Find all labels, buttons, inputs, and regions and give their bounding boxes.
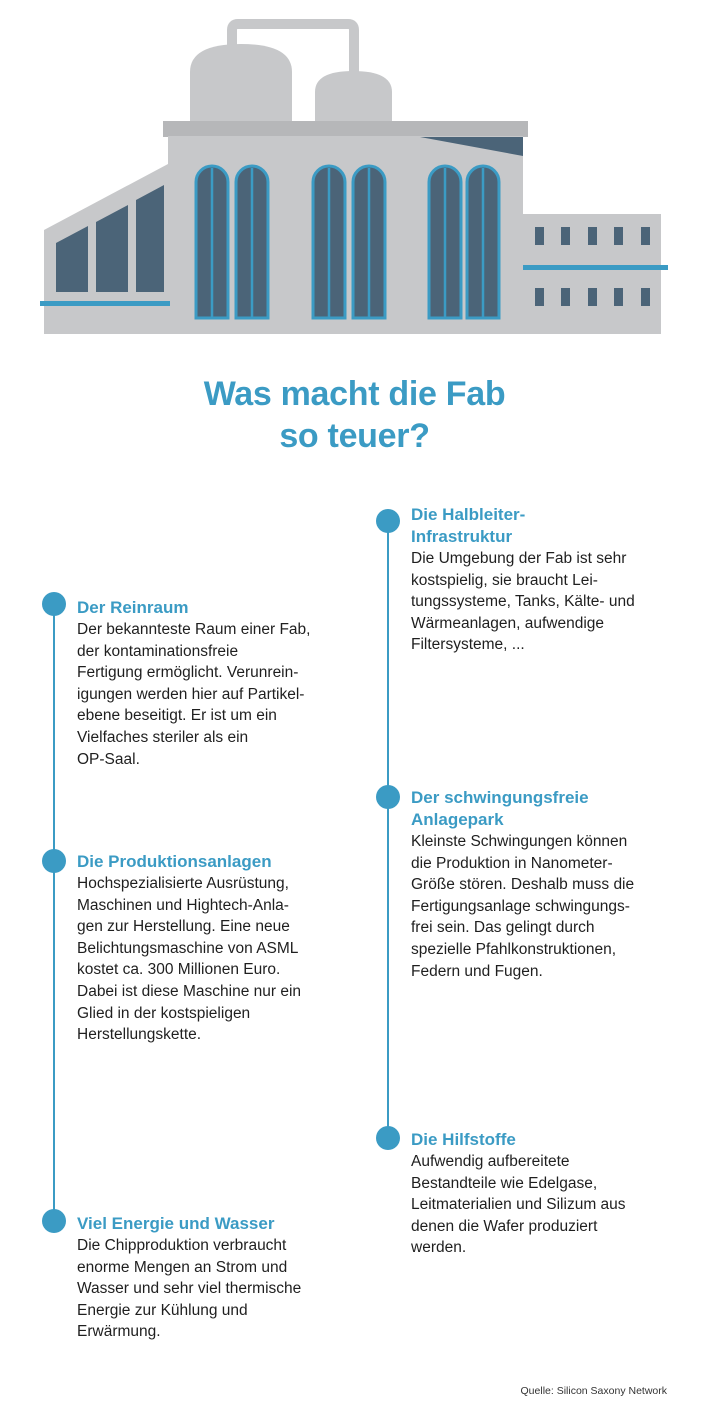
item-text: Die Umgebung der Fab ist sehr kostspielig, sie braucht Lei- tungssysteme, Tanks, Kälte- und Wärmeanlagen, aufwendige Filtersysteme, ... xyxy=(411,550,635,654)
right-timeline-line xyxy=(387,520,389,1138)
item-title: Viel Energie und Wasser xyxy=(77,1214,275,1233)
item-reinraum xyxy=(77,597,345,770)
item-halbleiter-infrastruktur xyxy=(411,504,679,656)
source-note: Quelle: Silicon Saxony Network xyxy=(520,1385,667,1397)
item-text: Die Chipproduktion verbraucht enorme Mengen an Strom und Wasser und sehr viel thermische Energie zur Kühlung und Erwärmung. xyxy=(77,1237,302,1341)
timeline-dot xyxy=(42,1209,66,1233)
item-hilfstoffe xyxy=(411,1129,679,1259)
item-text: Hochspezialisierte Ausrüstung, Maschinen und Hightech-Anla- gen zur Herstellung. Eine neue Belichtungsmaschine von ASML kostet ca. 300 Millionen Euro. Dabei ist diese Maschine nur ein Glied in der kostspieligen Herstellungskette. xyxy=(77,875,302,1044)
left-timeline-line xyxy=(53,603,55,1223)
item-title: Die Produktionsanlagen xyxy=(77,852,272,871)
item-schwingungsfreie-anlagepark xyxy=(411,787,679,982)
timeline-dot xyxy=(42,592,66,616)
item-title: Die Halbleiter- Infrastruktur xyxy=(411,505,526,546)
item-title: Der schwingungsfreie Anlagepark xyxy=(411,788,589,829)
factory-illustration xyxy=(0,0,709,345)
item-title: Die Hilfstoffe xyxy=(411,1130,516,1149)
title-line-1: Was macht die Fab xyxy=(203,375,506,413)
item-text: Der bekannteste Raum einer Fab, der kontaminationsfreie Fertigung ermöglicht. Verunrein- igungen werden hier auf Partikel- ebene beseitigt. Er ist um ein Vielfaches steriler als ein OP-Saal. xyxy=(77,621,311,768)
item-produktionsanlagen xyxy=(77,851,345,1046)
item-energie-wasser xyxy=(77,1213,345,1343)
title-line-2: so teuer? xyxy=(279,417,430,455)
timeline-dot xyxy=(376,785,400,809)
item-title: Der Reinraum xyxy=(77,598,189,617)
timeline-dot xyxy=(376,509,400,533)
item-text: Kleinste Schwingungen können die Produktion in Nanometer- Größe stören. Deshalb muss die Fertigungsanlage schwingungs- frei sein. Das gelingt durch spezielle Pfahlkonstruktionen, Federn und Fugen. xyxy=(411,833,635,980)
item-text: Aufwendig aufbereitete Bestandteile wie Edelgase, Leitmaterialien und Silizum aus denen die Wafer produziert werden. xyxy=(411,1153,626,1257)
page-title xyxy=(0,373,709,457)
timeline-dot xyxy=(376,1126,400,1150)
timeline-dot xyxy=(42,849,66,873)
